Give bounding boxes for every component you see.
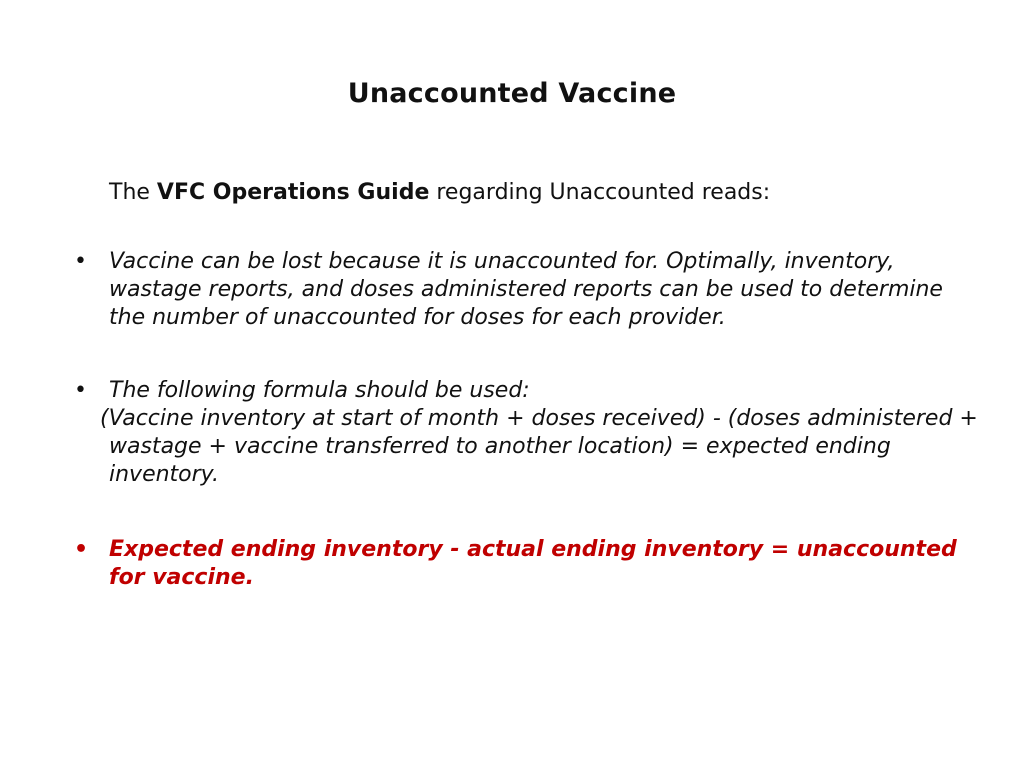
bullet-item — [74, 248, 984, 332]
bullet-text: Vaccine can be lost because it is unaccounted for. Optimally, inventory, wastage reports, and doses administered reports can be used to determine the number of unaccounted for doses for each provider. — [109, 249, 943, 330]
bullet-list — [74, 248, 984, 592]
intro-suffix: regarding Unaccounted reads: — [429, 180, 771, 205]
bullet-marker: • — [74, 537, 89, 562]
bullet-text: Expected ending inventory - actual ending inventory = unaccounted for vaccine. — [109, 537, 957, 590]
bullet-item-highlight — [74, 536, 984, 592]
bullet-text: The following formula should be used: — [109, 378, 530, 403]
bullet-item — [74, 377, 984, 489]
intro-prefix: The — [109, 180, 157, 205]
bullet-marker: • — [74, 378, 87, 403]
slide-title: Unaccounted Vaccine — [347, 78, 677, 109]
formula-text: (Vaccine inventory at start of month + doses received) - (doses administered + wastage + vaccine transferred to another location) = expected ending inventory. — [100, 406, 978, 487]
intro-emphasis: VFC Operations Guide — [156, 180, 430, 205]
bullet-marker: • — [74, 249, 87, 274]
intro-line — [109, 180, 770, 205]
